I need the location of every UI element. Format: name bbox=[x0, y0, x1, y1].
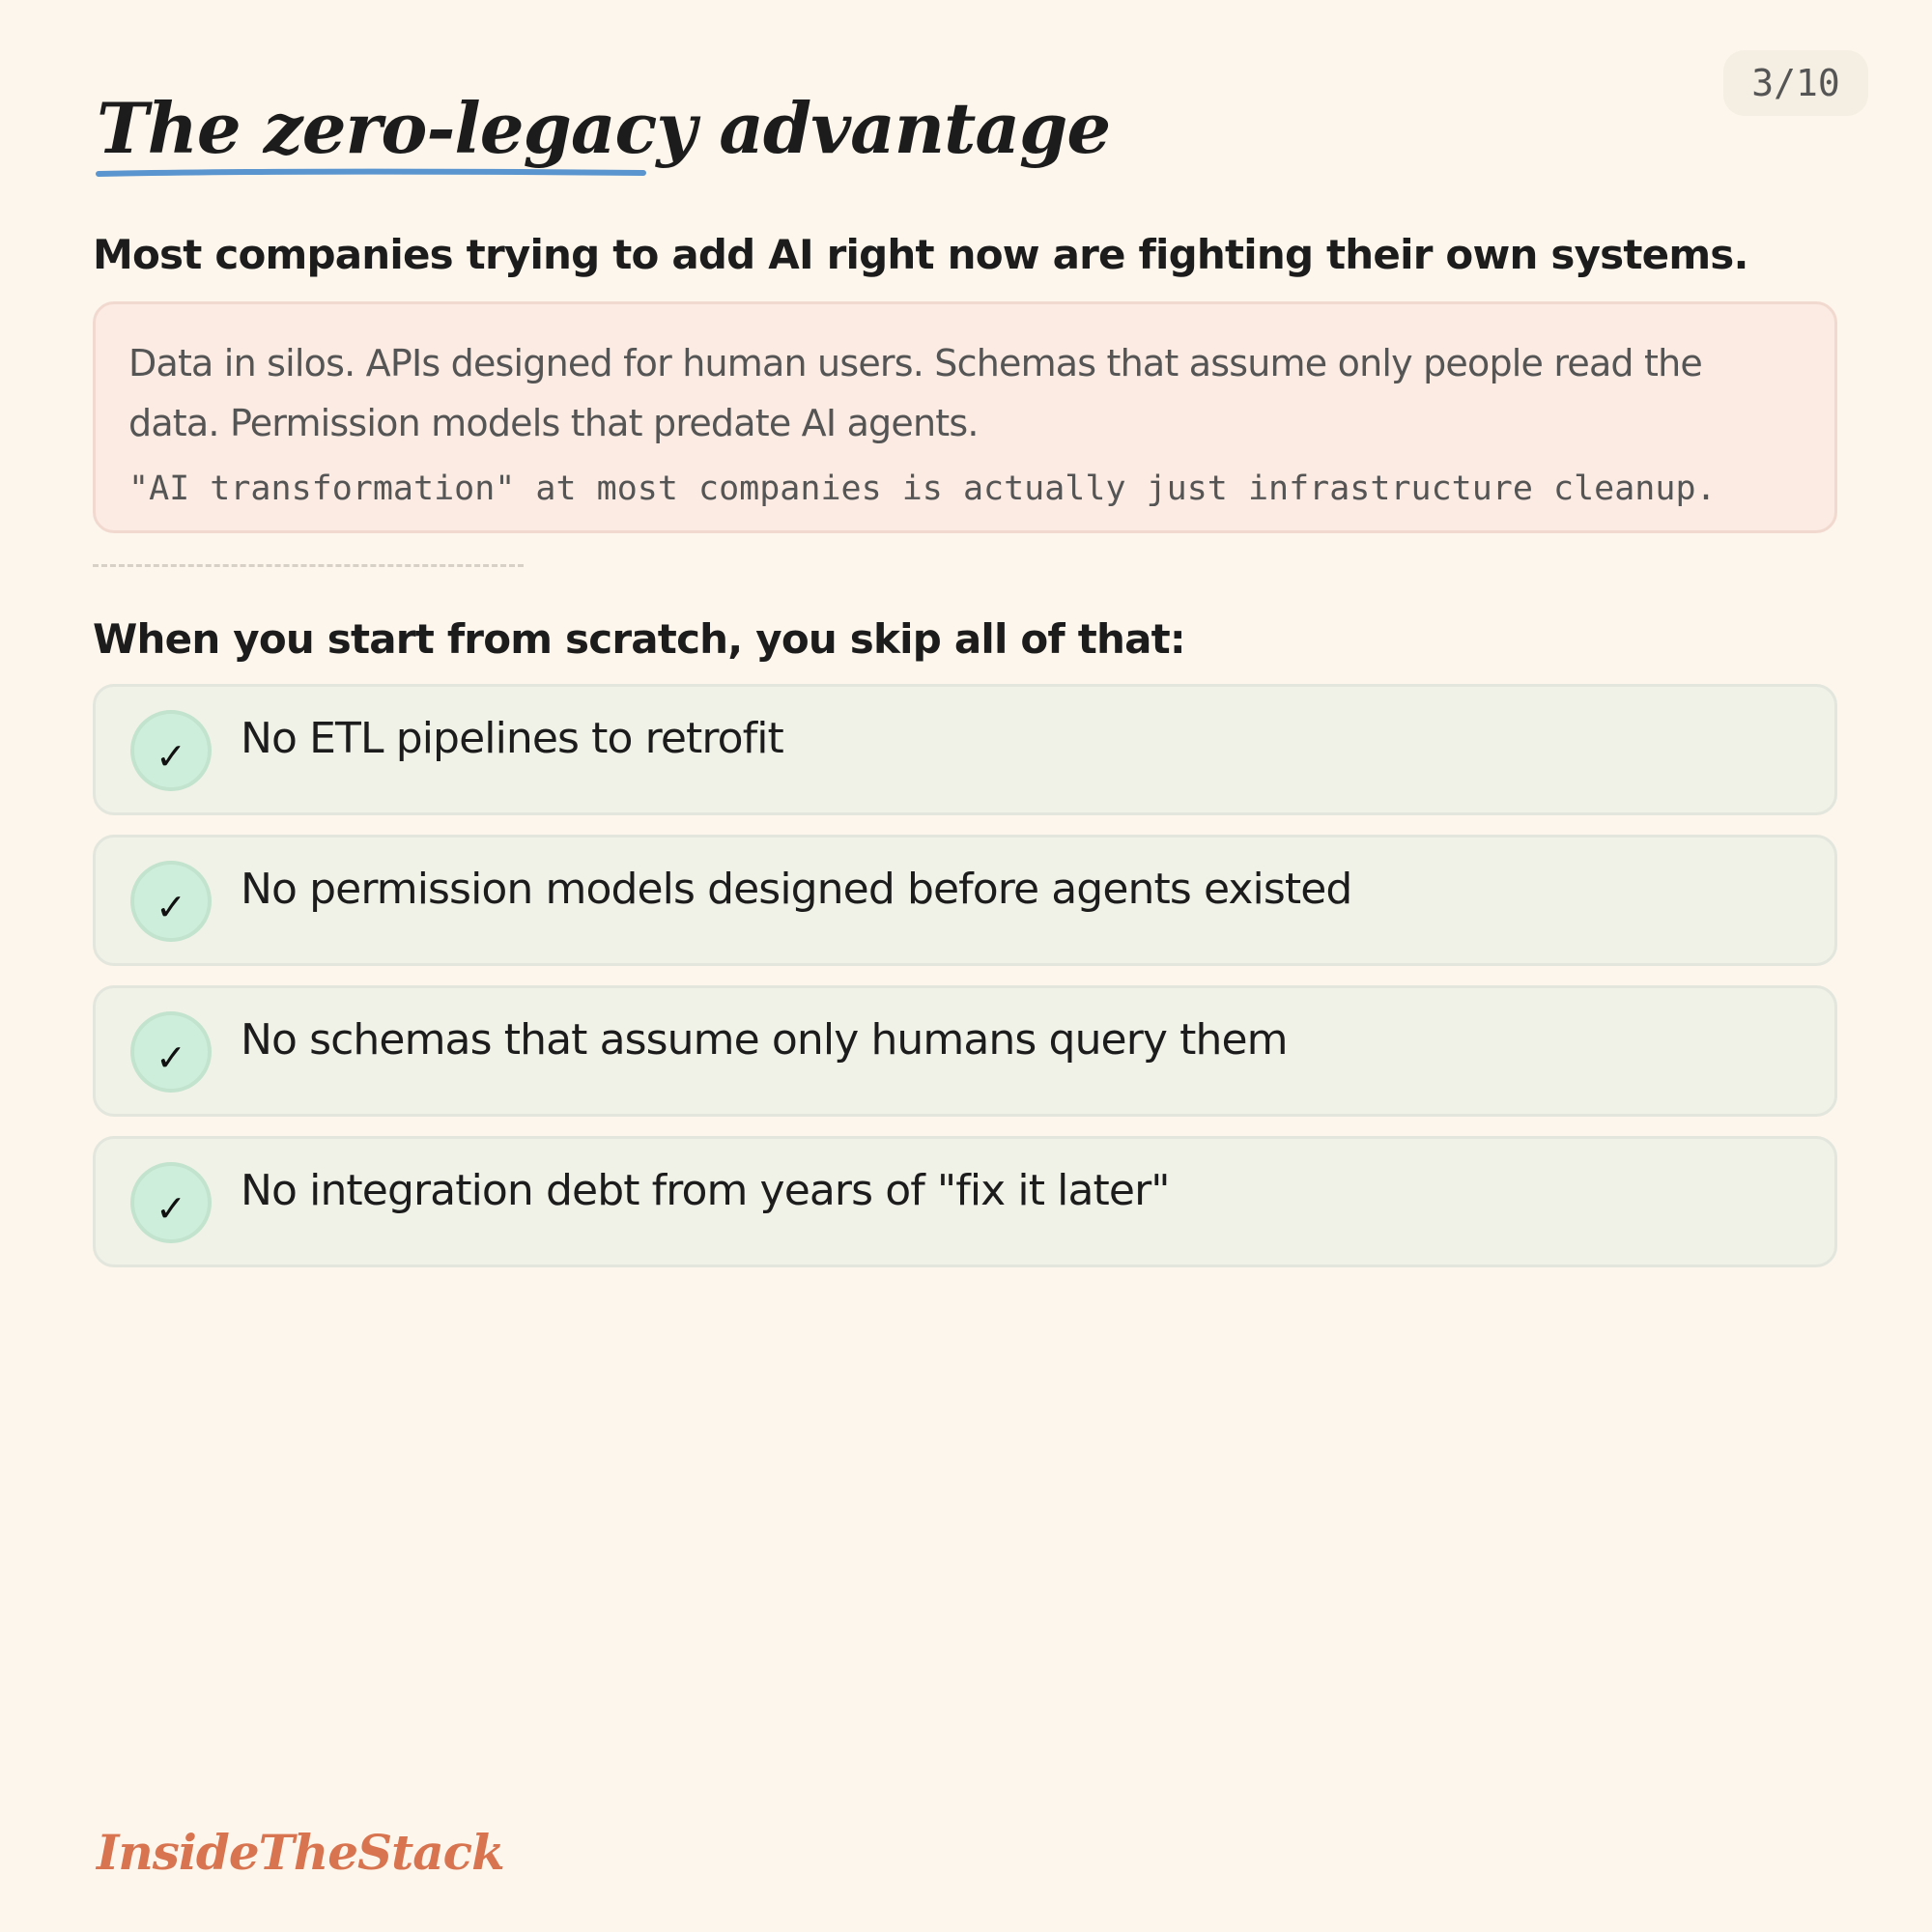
problem-quote: "AI transformation" at most companies is actually just infrastructure cleanup. bbox=[128, 469, 1717, 508]
list-item-label: No permission models designed before agents existed bbox=[241, 865, 1352, 914]
page-title: The zero-legacy advantage bbox=[97, 87, 1111, 169]
title-underline bbox=[97, 164, 647, 180]
check-icon: ✓ bbox=[130, 1011, 212, 1093]
slide-counter: 3/10 bbox=[1723, 50, 1868, 116]
problem-callout bbox=[93, 301, 1837, 533]
list-item bbox=[93, 1136, 1837, 1267]
list-heading: When you start from scratch, you skip all of that: bbox=[93, 615, 1185, 663]
list-item-label: No ETL pipelines to retrofit bbox=[241, 714, 783, 763]
title-block bbox=[97, 83, 1110, 174]
list-item-label: No integration debt from years of "fix it later" bbox=[241, 1166, 1170, 1215]
brand-logo: InsideTheStack bbox=[97, 1824, 504, 1881]
problem-text: Data in silos. APIs designed for human users. Schemas that assume only people read the data. Permission models that predate AI agents. bbox=[128, 342, 1702, 444]
list-item-label: No schemas that assume only humans query them bbox=[241, 1015, 1288, 1065]
check-icon: ✓ bbox=[130, 710, 212, 791]
benefit-list bbox=[93, 684, 1837, 1287]
list-item bbox=[93, 985, 1837, 1117]
check-icon: ✓ bbox=[130, 861, 212, 942]
list-item bbox=[93, 684, 1837, 815]
check-icon: ✓ bbox=[130, 1162, 212, 1243]
list-item bbox=[93, 835, 1837, 966]
intro-statement: Most companies trying to add AI right now are fighting their own systems. bbox=[93, 231, 1748, 278]
dashed-divider bbox=[93, 564, 524, 567]
